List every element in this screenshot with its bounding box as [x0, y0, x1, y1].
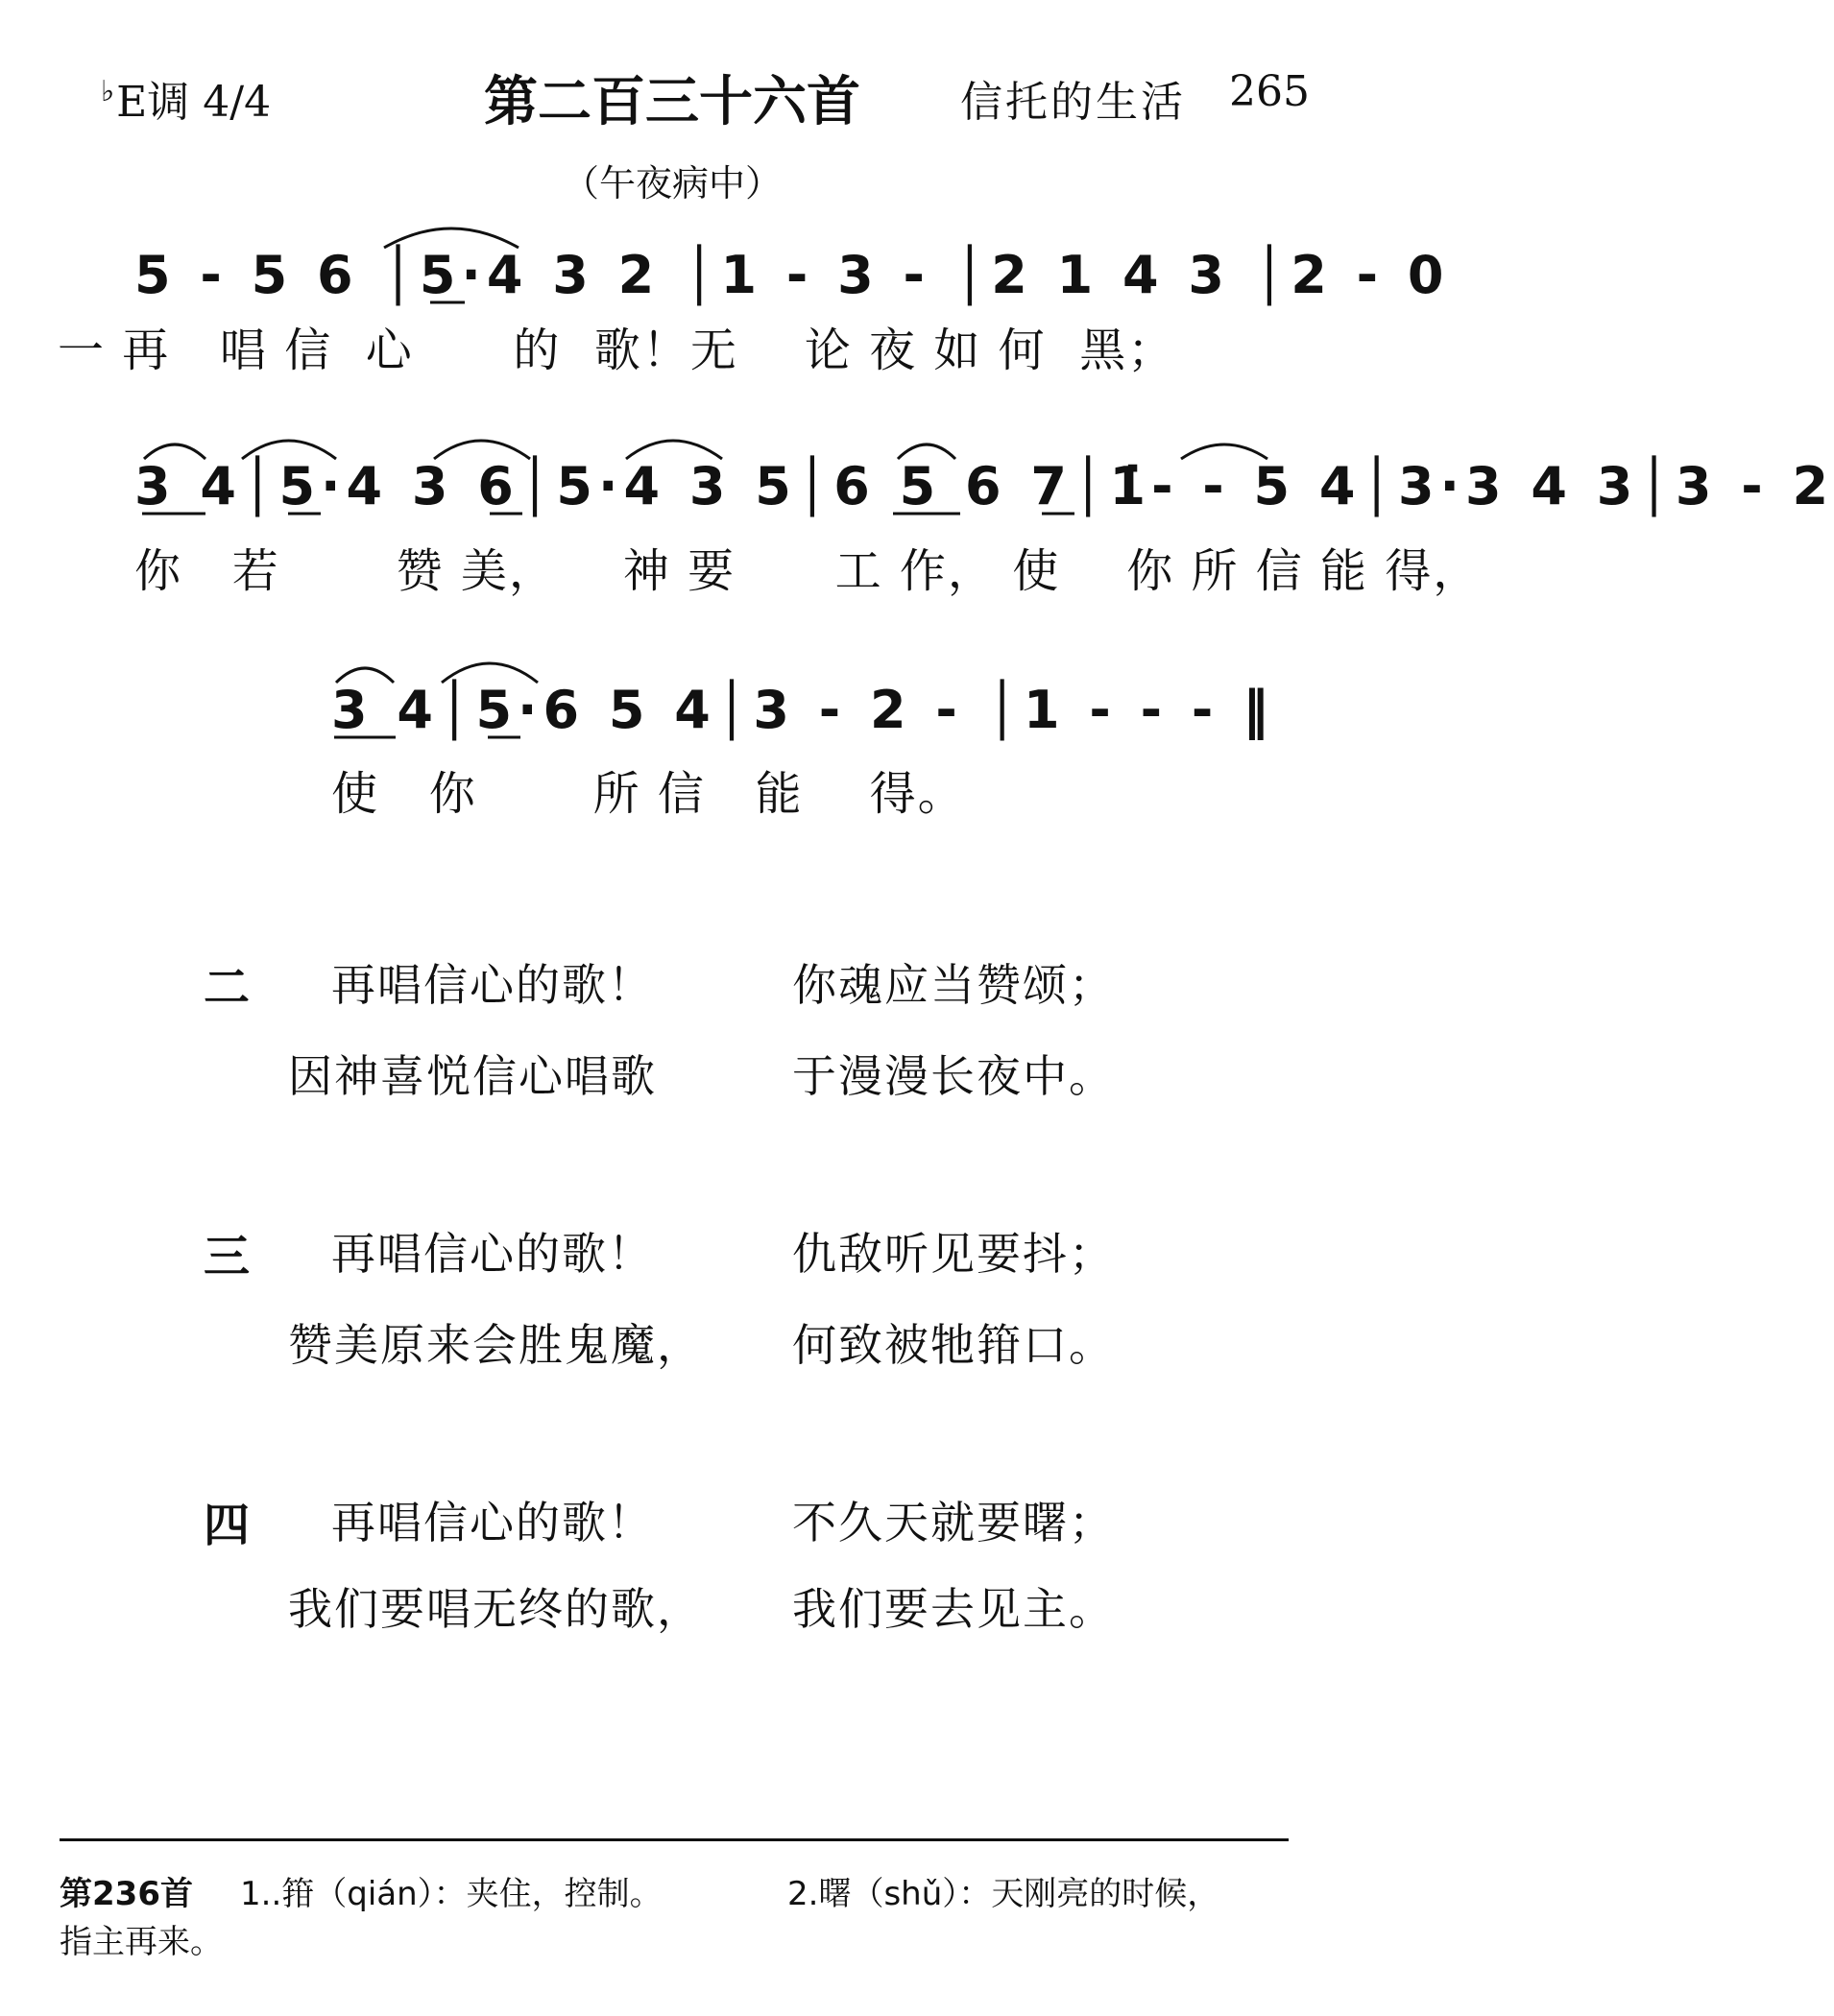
footnote-1: 1..箝（qián）：夹住，控制。: [240, 1875, 663, 1913]
verse-line: 再唱信心的歌！: [331, 1228, 654, 1280]
notation-line-1: 5 - 5 6 │5·4 3 2 │1 - 3 - │2 1 4 3 │2 - 0: [134, 245, 1450, 305]
page-number: 265: [1229, 67, 1310, 116]
verse-number: 二: [204, 961, 251, 1015]
verse-line: 再唱信心的歌！: [331, 959, 654, 1011]
notation-line-3: 3 4│5·6 5 4│3 - 2 - │1 - - - ‖: [331, 680, 1275, 740]
verse-line: 仇敌听见要抖；: [792, 1228, 1115, 1280]
verse-line: 赞美原来会胜鬼魔，: [288, 1319, 703, 1371]
verse-line: 于漫漫长夜中。: [792, 1050, 1115, 1102]
hymn-title: 第二百三十六首: [484, 71, 860, 133]
flat-sign: ♭: [101, 75, 115, 108]
verse-number: 四: [204, 1499, 251, 1552]
verse-line: 我们要去见主。: [792, 1583, 1115, 1635]
footnote-divider: [60, 1838, 1289, 1841]
verse-line: 因神喜悦信心唱歌: [288, 1050, 657, 1102]
footnote-label: 第236首: [60, 1875, 193, 1913]
lyrics-line-2: 你 若 赞 美， 神 要 工 作， 使 你 所 信 能 得，: [134, 544, 1482, 598]
verse-line: 何致被牠箝口。: [792, 1319, 1115, 1371]
footnote-2: 2.曙（shǔ）：天刚亮的时候，: [787, 1875, 1220, 1913]
footnote-2-continued: 指主再来。: [60, 1923, 223, 1961]
verse-line: 你魂应当赞颂；: [792, 959, 1115, 1011]
key-and-meter: E调 4/4: [116, 78, 272, 127]
verse-line: 不久天就要曙；: [792, 1497, 1115, 1548]
hymn-subtitle: （午夜病中）: [562, 162, 782, 204]
lyrics-line-3: 使 你 所 信 能 得。: [331, 767, 966, 821]
lyrics-line-1: 一 再 唱 信 心 的 歌！无 论 夜 如 何 黑；: [58, 324, 1176, 377]
verse-number: 三: [204, 1230, 251, 1284]
hymn-topic: 信托的生活: [960, 78, 1186, 127]
verse-line: 我们要唱无终的歌，: [288, 1583, 703, 1635]
verse-line: 再唱信心的歌！: [331, 1497, 654, 1548]
notation-line-2: 3 4│5·4 3 6│5·4 3 5│6 5 6 7│1̇- - 5 4│3·3 4 3│3 - 2: [134, 456, 1834, 516]
